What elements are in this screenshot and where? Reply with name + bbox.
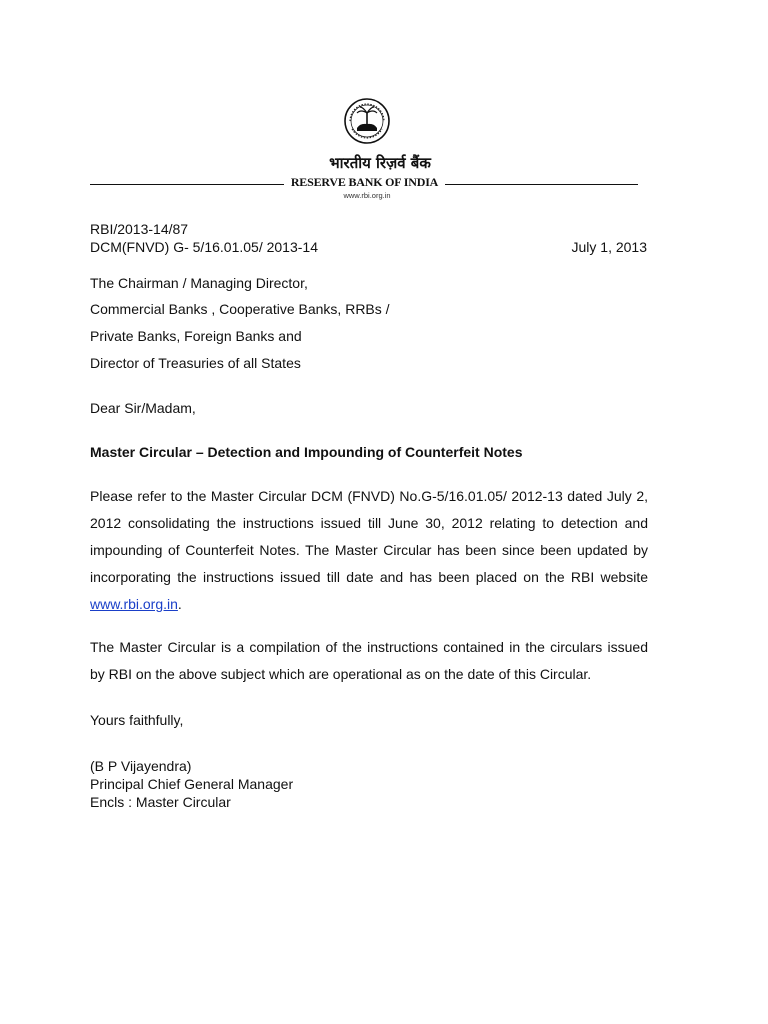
letterhead-hindi-name: भारतीय रिज़र्व बैंक (329, 154, 431, 172)
rbi-website-link[interactable]: www.rbi.org.in (90, 596, 178, 612)
letterhead-rule-right (445, 184, 638, 185)
signatory-name: (B P Vijayendra) (90, 758, 192, 774)
letterhead-website: www.rbi.org.in (343, 191, 391, 200)
rbi-emblem-icon (342, 96, 392, 152)
addressee-line: Private Banks, Foreign Banks and (90, 328, 302, 344)
paragraph-text: Please refer to the Master Circular DCM (FNVD) No.G-5/16.01.05/ 2012-13 dated July 2, 2012 consolidating the instructions issued till June 30, 2012 relating to detection and impounding of Counterfeit Notes. The Master Circular has been since been updated by incorporating the instructions issued till date and has been placed on the RBI website (90, 488, 648, 585)
closing: Yours faithfully, (90, 712, 184, 728)
letterhead-rule-left (90, 184, 284, 185)
circular-number: RBI/2013-14/87 (90, 221, 189, 237)
addressee-line: Commercial Banks , Cooperative Banks, RRBs / (90, 301, 390, 317)
addressee-line: The Chairman / Managing Director, (90, 275, 308, 291)
signatory-designation: Principal Chief General Manager (90, 776, 294, 792)
paragraph-end: . (177, 596, 182, 612)
addressee-line: Director of Treasuries of all States (90, 355, 301, 371)
letter-date: July 1, 2013 (571, 239, 647, 255)
body-paragraph-2: The Master Circular is a compilation of the instructions contained in the circulars issued by RBI on the above subject which are operational as on the date of this Circular. (90, 639, 648, 682)
enclosure-note: Encls : Master Circular (90, 794, 231, 810)
salutation: Dear Sir/Madam, (90, 400, 196, 416)
body-paragraph-1 (90, 483, 648, 618)
department-reference: DCM(FNVD) G- 5/16.01.05/ 2013-14 (90, 239, 318, 255)
subject-line: Master Circular – Detection and Impounding of Counterfeit Notes (90, 444, 523, 460)
letterhead-english-name: RESERVE BANK OF INDIA (290, 175, 439, 189)
